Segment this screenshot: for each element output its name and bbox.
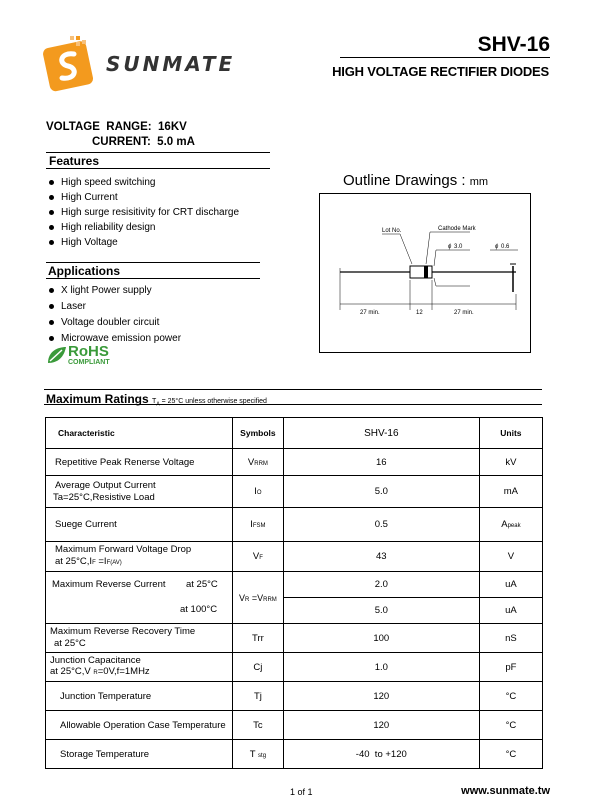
row-unit: pF	[479, 653, 542, 682]
max-ratings-heading-wrap	[46, 392, 267, 407]
col-part: SHV-16	[283, 418, 479, 449]
row-unit: mA	[479, 476, 542, 508]
row-unit: Apeak	[479, 508, 542, 542]
table-row	[46, 476, 543, 508]
outline-drawing-box	[319, 193, 531, 353]
row-characteristic: Maximum Forward Voltage Drop at 25°C,IF =IF(AV)	[46, 542, 233, 572]
row-symbol: Trr	[233, 624, 284, 653]
rohs-title: RoHS	[68, 343, 109, 360]
row-symbol: IO	[233, 476, 284, 508]
features-heading: Features	[49, 154, 100, 168]
row-characteristic: Maximum Reverse Current at 25°C at 100°C	[46, 572, 233, 624]
list-item: High Voltage	[47, 235, 239, 250]
page-number: 1 of 1	[290, 787, 313, 797]
row-symbol: VR =VRRM	[233, 572, 284, 624]
row-characteristic: Repetitive Peak Renerse Voltage	[46, 449, 233, 476]
list-item: X light Power supply	[47, 283, 181, 299]
row-characteristic: Storage Temperature	[46, 740, 233, 769]
row-unit: V	[479, 542, 542, 572]
list-item: High Current	[47, 190, 239, 205]
max-ratings-condition: $T_A = 25^\circ C$ unless otherwise specified	[152, 398, 267, 408]
features-bottom-line	[46, 168, 270, 169]
list-item: High reliability design	[47, 220, 239, 235]
row-value: 16	[283, 449, 479, 476]
row-characteristic: Maximum Reverse Recovery Time at 25°C	[46, 624, 233, 653]
header-divider	[340, 57, 550, 58]
table-row	[46, 542, 543, 572]
row-value: 43	[283, 542, 479, 572]
row-unit: °C	[479, 740, 542, 769]
lead-right-length: 27 min.	[454, 310, 474, 316]
outline-title	[343, 172, 488, 189]
table-row	[46, 449, 543, 476]
row-symbol: Tc	[233, 711, 284, 740]
row-symbol: Tj	[233, 682, 284, 711]
applications-top-line	[46, 262, 260, 263]
cathode-mark-label: Cathode Mark	[438, 226, 476, 232]
table-row	[46, 653, 543, 682]
row-characteristic: Allowable Operation Case Temperature	[46, 711, 233, 740]
col-symbols: Symbols	[233, 418, 284, 449]
table-row	[46, 740, 543, 769]
max-ratings-table	[45, 417, 543, 769]
table-header-row	[46, 418, 543, 449]
row-characteristic: Junction Temperature	[46, 682, 233, 711]
row-characteristic: Junction Capacitance at 25°C,V R=0V,f=1MHz	[46, 653, 233, 682]
row-characteristic: Average Output Current Ta=25°C,Resistive Load	[46, 476, 233, 508]
sunmate-logo-icon	[40, 34, 98, 92]
features-list	[47, 175, 239, 250]
row-symbol: T stg	[233, 740, 284, 769]
row-symbol: IFSM	[233, 508, 284, 542]
body-length: 12	[416, 310, 423, 316]
list-item: Laser	[47, 299, 181, 315]
row-value: 2.0 5.0	[283, 572, 479, 624]
part-number: SHV-16	[477, 33, 550, 56]
list-item: High surge resisitivity for CRT discharge	[47, 205, 239, 220]
voltage-value: 16KV	[158, 121, 187, 133]
row-value: 120	[283, 682, 479, 711]
row-value: 0.5	[283, 508, 479, 542]
outline-title-text: Outline Drawings :	[343, 172, 466, 189]
lead-diameter: 0.6	[501, 244, 510, 250]
leaf-icon	[46, 345, 68, 365]
rohs-subtitle: COMPLIANT	[68, 359, 110, 366]
list-item: High speed switching	[47, 175, 239, 190]
row-value: 120	[283, 711, 479, 740]
svg-text:ϕ: ϕ	[448, 244, 452, 250]
outline-unit: mm	[469, 176, 489, 188]
row-value: 1.0	[283, 653, 479, 682]
row-unit: °C	[479, 711, 542, 740]
row-value: 100	[283, 624, 479, 653]
table-row	[46, 682, 543, 711]
list-item: Voltage doubler circuit	[47, 315, 181, 331]
body-diameter: 3.0	[454, 244, 463, 250]
row-unit: uA uA	[479, 572, 542, 624]
applications-list	[47, 283, 181, 347]
table-row	[46, 572, 543, 624]
applications-heading: Applications	[48, 264, 121, 278]
doc-subtitle: HIGH VOLTAGE RECTIFIER DIODES	[332, 64, 549, 79]
brand-name: SUNMATE	[106, 52, 236, 76]
row-symbol: Cj	[233, 653, 284, 682]
max-ratings-bottom-line	[44, 404, 542, 405]
row-unit: nS	[479, 624, 542, 653]
lead-left-length: 27 min.	[360, 310, 380, 316]
row-symbol: VRRM	[233, 449, 284, 476]
svg-text:ϕ: ϕ	[495, 244, 499, 250]
table-row	[46, 624, 543, 653]
list-item: Microwave emission power	[47, 331, 181, 347]
row-characteristic: Suege Current	[46, 508, 233, 542]
lot-no-label: Lot No.	[382, 228, 402, 234]
voltage-label: VOLTAGE RANGE:	[46, 121, 152, 133]
current-label: CURRENT:	[92, 136, 151, 148]
table-row	[46, 508, 543, 542]
ratings-summary	[46, 120, 195, 150]
table-row	[46, 711, 543, 740]
max-ratings-heading: Maximum Ratings	[46, 392, 149, 406]
row-unit: °C	[479, 682, 542, 711]
row-value: -40 to +120	[283, 740, 479, 769]
current-value: 5.0 mA	[157, 136, 195, 148]
row-value: 5.0	[283, 476, 479, 508]
applications-bottom-line	[46, 278, 260, 279]
diode-outline-drawing	[320, 194, 530, 352]
max-ratings-top-line	[44, 389, 542, 390]
col-units: Units	[479, 418, 542, 449]
website-link[interactable]: www.sunmate.tw	[461, 785, 550, 797]
row-symbol: VF	[233, 542, 284, 572]
features-top-line	[46, 152, 270, 153]
row-unit: kV	[479, 449, 542, 476]
col-characteristic: Characteristic	[46, 418, 233, 449]
